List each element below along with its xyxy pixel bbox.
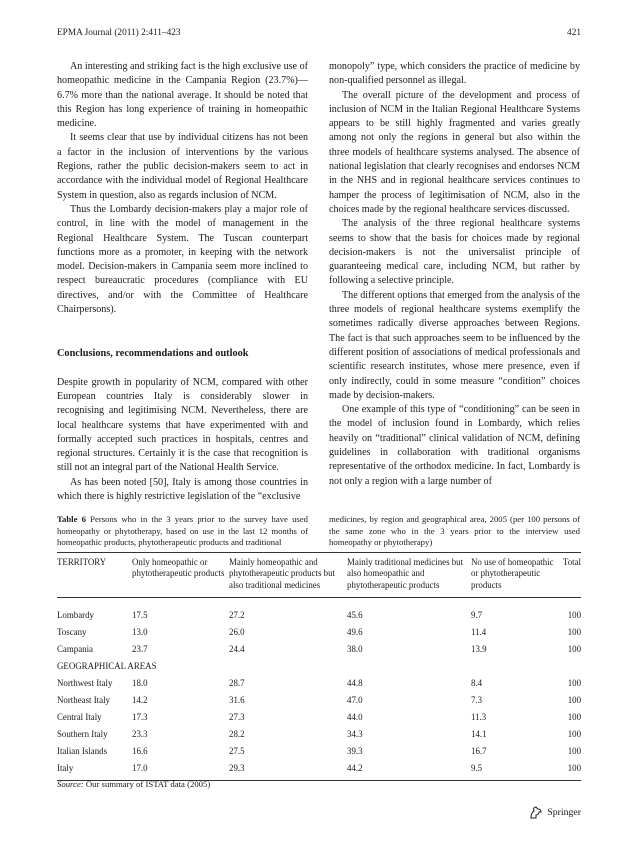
table-cell: 100 bbox=[567, 712, 581, 723]
table-cell: 45.6 bbox=[347, 610, 363, 621]
table-cell: Italy bbox=[57, 763, 74, 774]
table-cell: 16.6 bbox=[132, 746, 148, 757]
table-cell: 100 bbox=[567, 729, 581, 740]
group-label: GEOGRAPHICAL AREAS bbox=[57, 661, 157, 672]
table-row bbox=[57, 709, 581, 726]
paragraph: The different options that emerged from the analysis of the three models of regional healthcare systems exemplify the sometimes radically diverse approaches between Regions. The fact is that such approaches seem to be influenced by the different position of associations of medical professionals and scientific research institutes, whose mere presence, even if only indirectly, could in some measure “condition” choices made by decision-makers. bbox=[329, 289, 580, 401]
table-cell: Lombardy bbox=[57, 610, 94, 621]
table-row bbox=[57, 607, 581, 624]
right-column bbox=[329, 60, 580, 489]
table-cell: 100 bbox=[567, 695, 581, 706]
publisher-logo bbox=[529, 806, 581, 819]
table-cell: 17.5 bbox=[132, 610, 148, 621]
table-cell: 11.4 bbox=[471, 627, 487, 638]
table-cell: 39.3 bbox=[347, 746, 363, 757]
table-cell: Campania bbox=[57, 644, 93, 655]
table-caption-text: Persons who in the 3 years prior to the survey have used homeopathy or phytotherapy, based on use in the last 12 months of homeopathic products, phytotherapeutic products and traditional bbox=[57, 514, 308, 548]
table-cell: 14.2 bbox=[132, 695, 148, 706]
table-cell: 44.8 bbox=[347, 678, 363, 689]
data-table bbox=[57, 552, 581, 781]
table-header-row bbox=[57, 553, 581, 598]
table-cell: 44.2 bbox=[347, 763, 363, 774]
table-cell: 100 bbox=[567, 610, 581, 621]
table-group-row bbox=[57, 658, 581, 675]
table-cell: 29.3 bbox=[229, 763, 245, 774]
column-header: Total bbox=[554, 553, 581, 598]
column-header: No use of homeopathic or phytotherapeutic products bbox=[471, 553, 554, 598]
table-cell: 17.0 bbox=[132, 763, 148, 774]
paragraph: monopoly” type, which considers the practice of medicine by non-qualified personnel as illegal. bbox=[329, 61, 580, 87]
source-text: Our summary of ISTAT data (2005) bbox=[85, 779, 211, 789]
table-cell: Northeast Italy bbox=[57, 695, 110, 706]
table-cell: 49.6 bbox=[347, 627, 363, 638]
table-cell: 13.9 bbox=[471, 644, 487, 655]
column-header: TERRITORY bbox=[57, 553, 132, 598]
paragraph: Thus the Lombardy decision-makers play a major role of control, in line with the model of management in the Regional Healthcare System. The Tuscan counterpart functions more as a promoter, in keeping with the network model. Decision-makers in Campania seem more inclined to respect bureaucratic procedures (compliance with EU directives, and/or with the Committee of Healthcare Chairpersons). bbox=[57, 203, 308, 316]
table-cell: 100 bbox=[567, 678, 581, 689]
table-row bbox=[57, 726, 581, 743]
table-row bbox=[57, 743, 581, 760]
paragraph: The overall picture of the development and process of inclusion of NCM in the Italian Regional Healthcare Systems appears to be still highly fragmented and varies greatly among not only the regions in general but also within the three models of healthcare systems analysed. The absence of national legislation that clearly recognises and endorses NCM in the NHS and in regional healthcare services continues to hamper the process of legitimisation of NCM, also in the choices made by the regional healthcare services discussed. bbox=[329, 89, 580, 215]
paragraph: An interesting and striking fact is the high exclusive use of homeopathic medicine in the Campania Region (23.7%)—6.7% more than the national average. It should be noted that this Region has long experience of training in homeopathic medicine. bbox=[57, 61, 308, 130]
table-cell: 9.5 bbox=[471, 763, 483, 774]
springer-horse-icon bbox=[529, 806, 543, 819]
table-cell: Italian Islands bbox=[57, 746, 108, 757]
table-row bbox=[57, 675, 581, 692]
table-cell: 9.7 bbox=[471, 610, 483, 621]
table-cell: Southern Italy bbox=[57, 729, 108, 740]
table-cell: Central Italy bbox=[57, 712, 102, 723]
table-source bbox=[57, 779, 210, 789]
table-row bbox=[57, 760, 581, 781]
table-cell: 27.2 bbox=[229, 610, 245, 621]
paragraph: Despite growth in popularity of NCM, compared with other European countries Italy is considerably slower in recognising and legitimising NCM. Nevertheless, there are local healthcare systems that have experimented with and formally accepted such practices in hospitals, centres and regional structures. Certainly it is the case that recognition is still not an integral part of the National Health Service. bbox=[57, 376, 308, 474]
publisher-name: Springer bbox=[547, 807, 581, 818]
table-cell: 28.2 bbox=[229, 729, 245, 740]
table-cell: 13.0 bbox=[132, 627, 148, 638]
table-cell: 11.3 bbox=[471, 712, 487, 723]
table-label: Table 6 bbox=[57, 514, 86, 524]
table-cell: 16.7 bbox=[471, 746, 487, 757]
table-cell: 100 bbox=[567, 763, 581, 774]
table-cell: 23.3 bbox=[132, 729, 148, 740]
paragraph: As has been noted [50], Italy is among those countries in which there is highly restrictive legislation of the “exclusive bbox=[57, 476, 308, 503]
table-cell: Toscany bbox=[57, 627, 87, 638]
paragraph: The analysis of the three regional healthcare systems seems to show that the basis for choices made by regional decision-makers is not the universalist principle of guaranteeing medical care, including NCM, but rather by following a selective principle. bbox=[329, 218, 580, 287]
column-header: Mainly traditional medicines but also homeopathic and phytotherapeutic products bbox=[347, 553, 471, 598]
table-cell: 47.0 bbox=[347, 695, 363, 706]
table-caption-text: medicines, by region and geographical area, 2005 (per 100 persons of the same zone who in the 3 years prior to the interview used homeopathy or phytotherapy) bbox=[329, 514, 580, 548]
table-row bbox=[57, 641, 581, 658]
table-row bbox=[57, 692, 581, 709]
table-cell: 8.4 bbox=[471, 678, 483, 689]
table-cell: 14.1 bbox=[471, 729, 487, 740]
section-heading: Conclusions, recommendations and outlook bbox=[57, 348, 249, 360]
table-cell: Northwest Italy bbox=[57, 678, 113, 689]
paragraph: It seems clear that use by individual citizens has not been a factor in the inclusion of interventions by the various Regions, rather the public decision-makers seem to act in accordance with the individual model of Regional Healthcare System in question, also as regards inclusion of NCM. bbox=[57, 132, 308, 201]
table-caption-right bbox=[329, 514, 580, 549]
column-header: Only homeopathic or phytotherapeutic products bbox=[132, 553, 229, 598]
table-cell: 23.7 bbox=[132, 644, 148, 655]
table-cell: 100 bbox=[567, 644, 581, 655]
journal-citation: EPMA Journal (2011) 2:411–423 bbox=[57, 28, 181, 38]
table-cell: 7.3 bbox=[471, 695, 483, 706]
table-cell: 38.0 bbox=[347, 644, 363, 655]
table-cell: 44.0 bbox=[347, 712, 363, 723]
table-row bbox=[57, 624, 581, 641]
table-cell: 100 bbox=[567, 627, 581, 638]
page-number: 421 bbox=[567, 28, 581, 38]
table-cell: 28.7 bbox=[229, 678, 245, 689]
source-label: Source: bbox=[57, 779, 84, 789]
table-caption-left bbox=[57, 514, 308, 549]
left-column bbox=[57, 60, 308, 504]
running-header bbox=[57, 28, 581, 38]
table-cell: 18.0 bbox=[132, 678, 148, 689]
table-cell: 17.3 bbox=[132, 712, 148, 723]
table-cell: 34.3 bbox=[347, 729, 363, 740]
column-header: Mainly homeopathic and phytotherapeutic products but also traditional medicines bbox=[229, 553, 347, 598]
table-cell: 27.3 bbox=[229, 712, 245, 723]
table-cell: 100 bbox=[567, 746, 581, 757]
paragraph: One example of this type of “conditioning” can be seen in the model of inclusion found in Lombardy, which relies heavily on “traditional” clinical validation of NCM, defining guidelines in collaboration with traditional organisms representative of the orthodox medicine. In fact, Lombardy is not only a region with a large number of bbox=[329, 404, 580, 487]
table-cell: 24.4 bbox=[229, 644, 245, 655]
table-cell: 27.5 bbox=[229, 746, 245, 757]
table-cell: 26.0 bbox=[229, 627, 245, 638]
table-cell: 31.6 bbox=[229, 695, 245, 706]
